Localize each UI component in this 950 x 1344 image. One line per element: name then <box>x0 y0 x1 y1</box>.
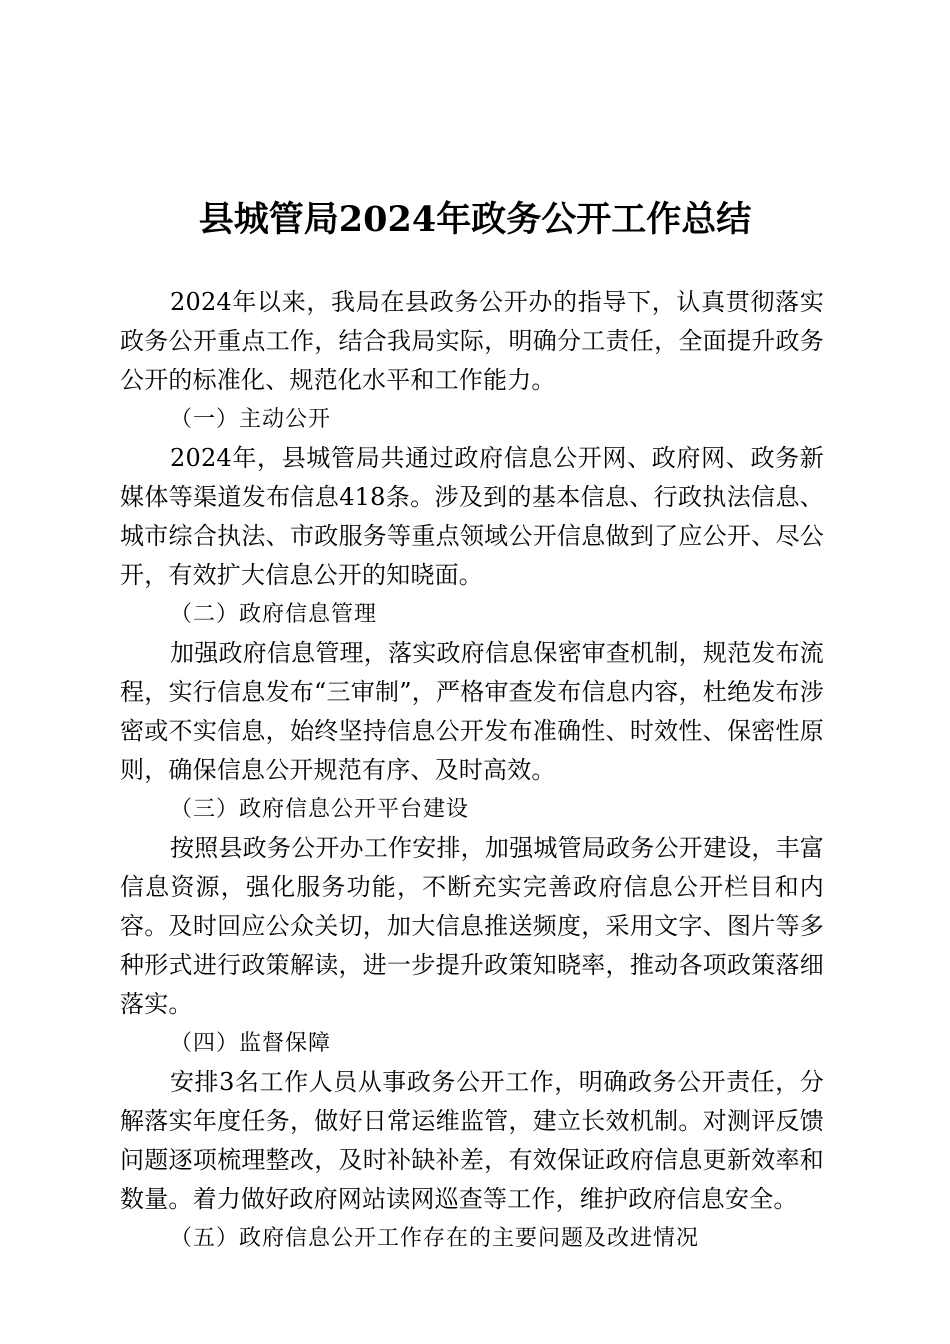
section-heading-3: （三）政府信息公开平台建设 <box>170 797 470 822</box>
document-title: 县城管局2024年政务公开工作总结 <box>198 199 752 240</box>
section-paragraph-2: 加强政府信息管理，落实政府信息保密审查机制，规范发布流程，实行信息发布“三审制”，严格审查发布信息内容，杜绝发布涉密或不实信息，始终坚持信息公开发布准确性、时效性、保密性原则，确保信息公开规范有序、及时高效。 <box>120 639 824 784</box>
section-heading-2: （二）政府信息管理 <box>170 602 378 627</box>
section-heading-1: （一）主动公开 <box>170 407 332 432</box>
section-paragraph-3: 按照县政务公开办工作安排，加强城管局政务公开建设，丰富信息资源，强化服务功能，不断充实完善政府信息公开栏目和内容。及时回应公众关切，加大信息推送频度，采用文字、图片等多种形式进行政策解读，进一步提升政策知晓率，推动各项政策落细落实。 <box>120 834 824 1018</box>
section-heading-4: （四）监督保障 <box>170 1031 332 1056</box>
section-heading-5: （五）政府信息公开工作存在的主要问题及改进情况 <box>170 1226 700 1251</box>
section-paragraph-1: 2024年，县城管局共通过政府信息公开网、政府网、政务新媒体等渠道发布信息418条。涉及到的基本信息、行政执法信息、城市综合执法、市政服务等重点领域公开信息做到了应公开、尽公开，有效扩大信息公开的知晓面。 <box>120 444 824 589</box>
intro-paragraph: 2024年以来，我局在县政务公开办的指导下，认真贯彻落实政务公开重点工作，结合我局实际，明确分工责任，全面提升政务公开的标准化、规范化水平和工作能力。 <box>120 288 824 394</box>
section-paragraph-4: 安排3名工作人员从事政务公开工作，明确政务公开责任，分解落实年度任务，做好日常运维监管，建立长效机制。对测评反馈问题逐项梳理整改，及时补缺补差，有效保证政府信息更新效率和数量。着力做好政府网站读网巡查等工作，维护政府信息安全。 <box>120 1068 824 1213</box>
document-body <box>120 283 824 1258</box>
